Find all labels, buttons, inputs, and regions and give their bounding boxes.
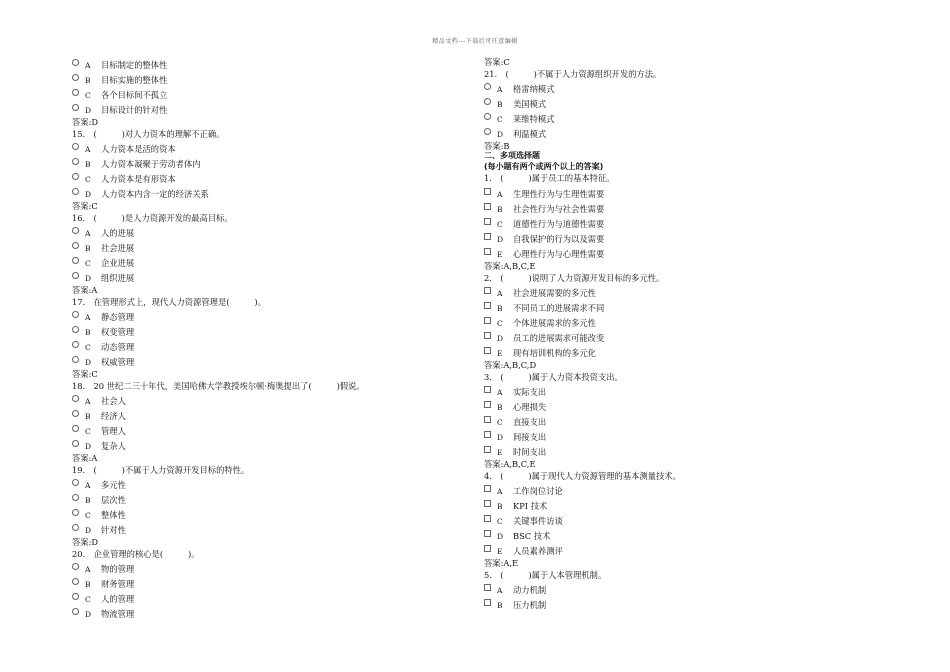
answer-option — [484, 484, 904, 499]
option-text: 莱维特模式 — [513, 113, 555, 124]
option-letter: D — [497, 234, 504, 244]
option-letter: D — [497, 129, 504, 139]
answer-option — [484, 286, 904, 301]
radio-button[interactable] — [72, 410, 79, 417]
option-letter: B — [497, 600, 503, 610]
answer-option — [72, 157, 452, 172]
option-letter: C — [497, 516, 503, 526]
radio-button[interactable] — [72, 479, 79, 486]
answer-option — [72, 508, 452, 523]
answer-option — [72, 394, 452, 409]
option-text: 现有培训机构的多元化 — [513, 348, 596, 358]
option-letter: A — [497, 585, 503, 595]
checkbox[interactable] — [484, 530, 491, 537]
checkbox[interactable] — [484, 485, 491, 492]
option-letter: A — [85, 480, 91, 490]
question-text: 3. ( )属于人力资本投资支出。 — [484, 371, 623, 382]
option-letter: D — [85, 610, 92, 620]
option-text: 社会进展 — [101, 243, 135, 254]
radio-button[interactable] — [72, 425, 79, 432]
question-text: 2. ( )说明了人力资源开发目标的多元性。 — [484, 272, 665, 283]
answer-option — [72, 592, 452, 607]
checkbox[interactable] — [484, 386, 491, 393]
answer-option — [72, 58, 452, 73]
answer-key: 答案:D — [72, 536, 99, 547]
option-text: 格雷纳模式 — [513, 83, 555, 94]
option-text: 人的管理 — [101, 594, 135, 604]
option-text: 个体进展需求的多元性 — [513, 317, 596, 328]
radio-button[interactable] — [72, 272, 79, 279]
section-title: (每小题有两个或两个以上的答案) — [484, 161, 604, 171]
question-text: 21. ( )不属于人力资源组织开发的方法。 — [484, 68, 662, 79]
answer-option — [72, 340, 452, 355]
answer-option — [72, 409, 452, 424]
radio-button[interactable] — [72, 173, 79, 180]
answer-key: 答案:A,B,C,E — [484, 260, 536, 271]
radio-button[interactable] — [72, 578, 79, 585]
option-text: 时间支出 — [513, 447, 547, 458]
option-text: 目标制定的整体性 — [101, 60, 168, 70]
answer-option — [72, 607, 452, 622]
option-text: 实际支出 — [513, 386, 547, 397]
answer-option — [72, 256, 452, 271]
radio-button[interactable] — [72, 494, 79, 501]
option-letter: D — [497, 432, 504, 442]
answer-option — [72, 271, 452, 286]
answer-option — [484, 400, 904, 415]
answer-option — [72, 577, 452, 592]
option-letter: D — [85, 442, 92, 452]
radio-button[interactable] — [72, 74, 79, 81]
option-text: 人力资本是有形资本 — [101, 174, 176, 185]
answer-option — [72, 310, 452, 325]
option-letter: D — [85, 526, 92, 536]
option-letter: B — [85, 411, 91, 421]
option-letter: D — [85, 106, 92, 116]
radio-button[interactable] — [72, 158, 79, 165]
answer-option — [484, 301, 904, 316]
option-letter: C — [85, 511, 91, 521]
answer-option — [484, 499, 904, 514]
option-letter: A — [497, 189, 503, 199]
radio-button[interactable] — [72, 593, 79, 600]
option-letter: B — [497, 204, 503, 214]
answer-option — [484, 97, 904, 112]
answer-option — [72, 226, 452, 241]
option-letter: C — [497, 114, 503, 124]
answer-option — [72, 172, 452, 187]
option-text: 生理性行为与生理性需要 — [513, 188, 605, 199]
option-letter: A — [85, 228, 91, 238]
checkbox[interactable] — [484, 416, 491, 423]
answer-option — [72, 523, 452, 538]
radio-button[interactable] — [72, 188, 79, 195]
radio-button[interactable] — [72, 341, 79, 348]
option-letter: D — [85, 190, 92, 200]
checkbox[interactable] — [484, 401, 491, 408]
option-text: 整体性 — [101, 510, 126, 521]
radio-button[interactable] — [72, 524, 79, 531]
option-text: 组织进展 — [101, 273, 135, 284]
answer-key: 答案:C — [484, 56, 510, 67]
answer-option — [484, 316, 904, 331]
option-letter: E — [497, 448, 503, 458]
question-text: 4. ( )属于现代人力资源管理的基本测量技术。 — [484, 470, 681, 481]
question-text: 18. 20 世纪二三十年代，美国哈佛大学教授埃尔顿·梅奥提出了( )假说。 — [72, 380, 365, 391]
question-text: 5. ( )属于人本管理机制。 — [484, 569, 607, 580]
answer-option — [484, 247, 904, 262]
option-text: 经济人 — [101, 410, 126, 421]
left-column — [72, 58, 452, 622]
question-text: 19. ( )不属于人力资源开发目标的特性。 — [72, 464, 250, 475]
answer-key: 答案:A,E — [484, 557, 519, 568]
answer-key: 答案:D — [72, 117, 99, 128]
answer-option — [484, 514, 904, 529]
radio-button[interactable] — [72, 326, 79, 333]
radio-button[interactable] — [72, 104, 79, 111]
option-letter: C — [497, 219, 503, 229]
answer-option — [484, 187, 904, 202]
answer-key: 答案:A — [72, 285, 98, 296]
answer-option — [484, 430, 904, 445]
answer-option — [484, 583, 904, 598]
answer-key: 答案:C — [72, 368, 98, 379]
answer-option — [72, 325, 452, 340]
option-text: 各个目标间不孤立 — [101, 90, 168, 101]
checkbox[interactable] — [484, 584, 491, 591]
option-text: 美国模式 — [513, 98, 547, 109]
answer-key: 答案:A — [72, 452, 98, 463]
question-text: 20. 企业管理的核心是( )。 — [72, 548, 200, 559]
option-letter: B — [85, 495, 91, 505]
answer-option — [484, 232, 904, 247]
option-letter: D — [497, 532, 504, 542]
option-letter: C — [85, 343, 91, 353]
option-letter: C — [497, 417, 503, 427]
option-letter: E — [497, 249, 503, 259]
option-letter: E — [497, 349, 503, 358]
option-text: 利温模式 — [513, 128, 547, 139]
option-letter: C — [85, 175, 91, 185]
radio-button[interactable] — [72, 509, 79, 516]
option-text: 压力机制 — [513, 599, 547, 610]
answer-option — [72, 142, 452, 157]
radio-button[interactable] — [72, 257, 79, 264]
option-text: KPI 技术 — [513, 500, 548, 511]
option-text: 复杂人 — [101, 441, 126, 452]
option-letter: D — [85, 358, 92, 368]
option-text: 心理性行为与心理性需要 — [513, 248, 605, 259]
option-text: BSC 技术 — [513, 531, 551, 542]
radio-button[interactable] — [72, 395, 79, 402]
option-letter: A — [497, 288, 503, 298]
checkbox[interactable] — [484, 317, 491, 324]
section-title: 二、多项选择题 — [484, 151, 540, 161]
radio-button[interactable] — [72, 608, 79, 615]
answer-option — [72, 241, 452, 256]
option-letter: A — [85, 396, 91, 406]
option-letter: A — [497, 387, 503, 397]
option-letter: C — [85, 595, 91, 604]
option-letter: B — [497, 402, 503, 412]
option-letter: D — [85, 274, 92, 284]
radio-button[interactable] — [484, 113, 491, 120]
option-text: 员工的进展需求可能改变 — [513, 332, 605, 343]
option-letter: A — [85, 564, 91, 574]
option-text: 不同员工的进展需求不同 — [513, 302, 605, 313]
option-text: 物流管理 — [101, 609, 135, 620]
option-letter: C — [85, 259, 91, 269]
option-letter: C — [497, 318, 503, 328]
option-letter: B — [497, 501, 503, 511]
radio-button[interactable] — [72, 242, 79, 249]
option-text: 目标实施的整体性 — [101, 75, 168, 86]
option-text: 财务管理 — [101, 578, 135, 589]
radio-button[interactable] — [72, 440, 79, 447]
answer-key: 答案:B — [484, 140, 510, 151]
option-letter: B — [85, 579, 91, 589]
radio-button[interactable] — [72, 311, 79, 318]
radio-button[interactable] — [72, 89, 79, 96]
option-text: 权变管理 — [101, 327, 135, 337]
option-text: 自我保护的行为以及需要 — [513, 233, 605, 244]
option-text: 人的进展 — [101, 227, 135, 238]
answer-key: 答案:A,B,C,E — [484, 458, 536, 469]
checkbox[interactable] — [484, 233, 491, 240]
checkbox[interactable] — [484, 446, 491, 453]
checkbox[interactable] — [484, 248, 491, 255]
answer-option — [484, 529, 904, 544]
answer-option — [484, 346, 904, 361]
checkbox[interactable] — [484, 203, 491, 210]
radio-button[interactable] — [72, 356, 79, 363]
radio-button[interactable] — [72, 59, 79, 66]
option-text: 针对性 — [101, 525, 126, 536]
answer-option — [72, 562, 452, 577]
option-letter: C — [85, 91, 91, 101]
option-letter: A — [85, 61, 91, 70]
answer-key: 答案:C — [72, 201, 98, 212]
option-text: 人员素养测评 — [513, 546, 563, 557]
answer-option — [72, 73, 452, 88]
answer-option — [484, 331, 904, 346]
option-text: 多元性 — [101, 479, 126, 490]
answer-key: 答案:A,B,C,D — [484, 359, 537, 370]
option-text: 层次性 — [101, 494, 126, 505]
checkbox[interactable] — [484, 347, 491, 354]
option-letter: B — [85, 76, 91, 86]
checkbox[interactable] — [484, 302, 491, 309]
option-text: 社会人 — [101, 395, 126, 406]
checkbox[interactable] — [484, 515, 491, 522]
question-text: 17. 在管理形式上，现代人力资源管理是( )。 — [72, 296, 266, 307]
option-letter: B — [85, 328, 91, 337]
checkbox[interactable] — [484, 431, 491, 438]
option-text: 目标设计的针对性 — [101, 105, 168, 116]
option-text: 动态管理 — [101, 342, 135, 353]
answer-option — [484, 112, 904, 127]
option-letter: E — [497, 547, 503, 557]
answer-option — [484, 202, 904, 217]
checkbox[interactable] — [484, 188, 491, 195]
answer-option — [72, 424, 452, 439]
right-column — [484, 58, 904, 613]
option-text: 工作岗位讨论 — [513, 485, 563, 496]
option-letter: B — [497, 303, 503, 313]
option-text: 社会性行为与社会性需要 — [513, 203, 605, 214]
checkbox[interactable] — [484, 500, 491, 507]
option-letter: B — [497, 99, 503, 109]
radio-button[interactable] — [484, 128, 491, 135]
option-letter: D — [497, 333, 504, 343]
question-text: 16. ( )是人力资源开发的最高目标。 — [72, 212, 233, 223]
option-text: 道德性行为与道德性需要 — [513, 218, 605, 229]
option-text: 权威管理 — [101, 357, 135, 368]
answer-option — [484, 127, 904, 142]
option-letter: A — [85, 312, 91, 322]
radio-button[interactable] — [72, 563, 79, 570]
option-text: 动力机制 — [513, 584, 547, 595]
option-text: 企业进展 — [101, 258, 135, 269]
answer-option — [484, 82, 904, 97]
option-letter: B — [85, 244, 91, 254]
checkbox[interactable] — [484, 599, 491, 606]
option-text: 心理损失 — [513, 401, 547, 412]
answer-option — [72, 355, 452, 370]
header-watermark: 精品文档---下载后可任意编辑 — [432, 38, 518, 45]
option-text: 静态管理 — [101, 311, 135, 322]
question-text: 1. ( )属于员工的基本特征。 — [484, 173, 615, 184]
radio-button[interactable] — [72, 227, 79, 234]
answer-option — [484, 217, 904, 232]
option-letter: B — [85, 160, 91, 170]
answer-option — [484, 598, 904, 613]
answer-option — [484, 385, 904, 400]
answer-option — [484, 445, 904, 460]
checkbox[interactable] — [484, 545, 491, 552]
answer-option — [484, 415, 904, 430]
option-text: 人力资本是活的资本 — [101, 143, 176, 154]
option-text: 人力资本内含一定的经济关系 — [101, 189, 209, 200]
radio-button[interactable] — [484, 83, 491, 90]
question-text: 15. ( )对人力资本的理解不正确。 — [72, 128, 225, 139]
option-letter: A — [497, 486, 503, 496]
option-text: 关键事件访谈 — [513, 515, 563, 526]
answer-option — [72, 88, 452, 103]
answer-option — [72, 478, 452, 493]
option-letter: A — [497, 84, 503, 94]
option-text: 直接支出 — [513, 416, 547, 427]
radio-button[interactable] — [72, 143, 79, 150]
option-text: 管理人 — [101, 426, 126, 437]
answer-option — [72, 493, 452, 508]
answer-option — [72, 187, 452, 202]
option-letter: A — [85, 144, 91, 154]
radio-button[interactable] — [484, 98, 491, 105]
checkbox[interactable] — [484, 287, 491, 294]
option-text: 间接支出 — [513, 431, 547, 442]
option-text: 人力资本凝聚于劳动者体内 — [101, 159, 201, 170]
answer-option — [484, 544, 904, 559]
option-text: 社会进展需要的多元性 — [513, 287, 596, 298]
option-letter: C — [85, 427, 91, 437]
answer-option — [72, 439, 452, 454]
answer-option — [72, 103, 452, 118]
checkbox[interactable] — [484, 332, 491, 339]
option-text: 物的管理 — [101, 563, 135, 574]
checkbox[interactable] — [484, 218, 491, 225]
